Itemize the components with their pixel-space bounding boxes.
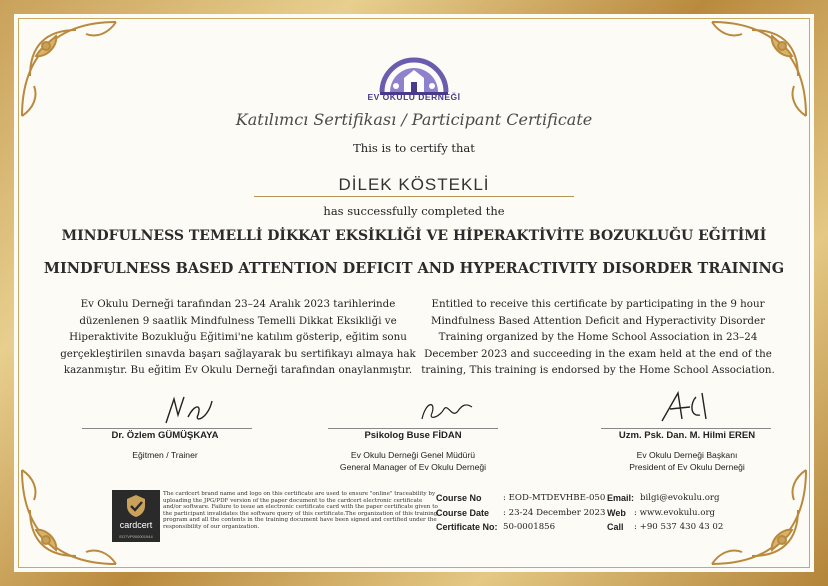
signatory-2-name: Psikolog Buse FİDAN xyxy=(364,430,462,441)
certificate-no-label: Certificate No: xyxy=(436,522,498,532)
signature-eren-icon xyxy=(656,389,716,425)
signature-gumuskaya-icon xyxy=(158,393,218,429)
cardcert-notice: The cardcert brand name and logo on this certificate are used to ensure "online" traceability by uploading the JPG/PDF version of the paper document to the cardcert electronic certificate and/or software. Failure to issue an electronic certificate card with the paper certificate given to the participant invalidates the software query of this certificate.The organization of this training program and all the contents in the training document have been signed and certified under the responsibility of our organization. xyxy=(163,491,438,530)
signature-line-2 xyxy=(328,428,498,429)
web-label: Web xyxy=(607,508,626,518)
cardcert-label: cardcert xyxy=(119,520,153,530)
course-no-label: Course No xyxy=(436,493,482,503)
call-label: Call xyxy=(607,522,624,532)
signatory-3-role-tr: Ev Okulu Derneği Başkanı xyxy=(636,450,738,460)
corner-ornament-top-left xyxy=(16,16,126,126)
name-underline xyxy=(254,196,574,197)
signatory-1-name: Dr. Özlem GÜMÜŞKAYA xyxy=(111,430,219,441)
certificate-title: Katılımcı Sertifikası / Participant Certificate xyxy=(235,110,593,129)
logo-text: EV OKULU DERNEĞİ xyxy=(367,92,461,102)
description-english: Entitled to receive this certificate by participating in the 9 hour Mindfulness Based Attention Deficit and Hyperactivity Disorder Training organized by the Home School Association in 23–24 December 2023 and succeeding in the exam held at the end of the training, This training is endorsed by the Home School Association. xyxy=(421,298,775,377)
description-turkish: Ev Okulu Derneği tarafından 23–24 Aralık 2023 tarihlerinde düzenlenen 9 saatlik Mindfulness Temelli Dikkat Eksikliği ve Hiperaktivite Bozukluğu Eğitimi'ne katılım gösterip, eğitim sonu gerçekleştirilen sınavda başarı sağlayarak bu sertifikayı almaya hak kazanmıştır. Bu eğitim Ev Okulu Derneği tarafından onaylanmıştır. xyxy=(60,298,416,377)
certificate-no-value: 50-0001856 xyxy=(503,522,556,532)
signatory-3-name: Uzm. Psk. Dan. M. Hilmi EREN xyxy=(618,430,756,441)
certify-text: This is to certify that xyxy=(353,141,475,155)
signature-fidan-icon xyxy=(416,393,476,429)
completed-text: has successfully completed the xyxy=(323,204,505,218)
corner-ornament-bottom-right xyxy=(702,460,812,570)
email-value: bilgi@evokulu.org xyxy=(640,493,720,503)
course-title-english: MINDFULNESS BASED ATTENTION DEFICIT AND HYPERACTIVITY DISORDER TRAINING xyxy=(43,260,785,277)
web-value: : www.evokulu.org xyxy=(634,508,716,518)
participant-name: DİLEK KÖSTEKLİ xyxy=(338,175,490,194)
signatory-2-role-tr: Ev Okulu Derneği Genel Müdürü xyxy=(350,450,476,460)
call-value: : +90 537 430 43 02 xyxy=(634,522,724,532)
email-label: Email: xyxy=(607,493,635,503)
signatory-3-role-en: President of Ev Okulu Derneği xyxy=(629,462,745,472)
course-no-value: : EOD-MTDEVHBE-050 xyxy=(503,493,606,503)
course-date-label: Course Date xyxy=(436,508,490,518)
course-date-value: : 23-24 December 2023 xyxy=(503,508,606,518)
signatory-1-role: Eğitmen / Trainer xyxy=(132,450,198,460)
corner-ornament-bottom-left xyxy=(16,460,126,570)
signature-line-3 xyxy=(601,428,771,429)
checkmark-shield-icon xyxy=(123,493,149,519)
cardcert-number: EO7VP000001944 xyxy=(119,534,153,539)
signature-line-1 xyxy=(82,428,252,429)
course-title-turkish: MINDFULNESS TEMELLİ DİKKAT EKSİKLİĞİ VE HİPERAKTİVİTE BOZUKLUĞU EĞİTİMİ xyxy=(61,228,767,244)
corner-ornament-top-right xyxy=(702,16,812,126)
signatory-2-role-en: General Manager of Ev Okulu Derneği xyxy=(339,462,487,472)
